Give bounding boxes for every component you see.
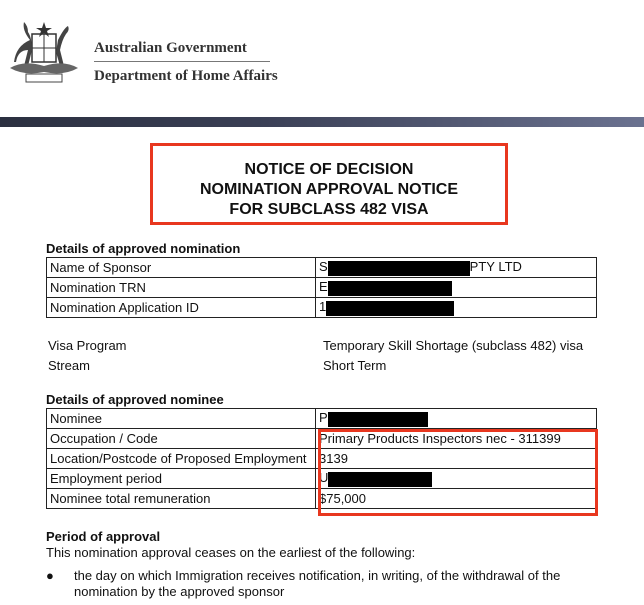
approved-nominee-heading: Details of approved nominee (46, 392, 224, 407)
nomination-trn-value (316, 278, 597, 298)
header-band (0, 117, 644, 127)
table-row (47, 489, 597, 509)
sponsor-name-prefix: S (319, 259, 328, 275)
notice-title-line-1: NOTICE OF DECISION (244, 161, 414, 178)
nominee-prefix: P (319, 410, 328, 426)
employment-period-label: Employment period (47, 469, 316, 489)
coat-of-arms-icon (4, 20, 84, 88)
visa-program-value: Temporary Skill Shortage (subclass 482) visa (323, 338, 584, 353)
redaction-bar (328, 261, 470, 276)
approved-nominee-table (46, 408, 597, 509)
redaction-bar (328, 472, 432, 487)
sponsor-name-value (316, 258, 597, 278)
nomination-trn-prefix: E (319, 279, 328, 295)
notice-title-box (150, 143, 508, 225)
department-title: Department of Home Affairs (94, 68, 278, 84)
sponsor-name-suffix: PTY LTD (469, 259, 522, 275)
table-row (47, 278, 597, 298)
period-intro: This nomination approval ceases on the earliest of the following: (46, 545, 416, 560)
location-value: 3139 (316, 449, 597, 469)
visa-program-label: Visa Program (48, 338, 127, 353)
redaction-bar (328, 412, 428, 427)
occupation-label: Occupation / Code (47, 429, 316, 449)
redaction-bar (328, 281, 452, 296)
approved-nomination-table (46, 257, 597, 318)
remuneration-label: Nominee total remuneration (47, 489, 316, 509)
period-heading: Period of approval (46, 529, 161, 544)
sponsor-name-label: Name of Sponsor (47, 258, 316, 278)
table-row (47, 469, 597, 489)
table-row (47, 429, 597, 449)
notice-title-line-3: FOR SUBCLASS 482 VISA (229, 201, 429, 218)
header-divider (94, 61, 270, 62)
approved-nomination-heading: Details of approved nomination (46, 241, 241, 256)
bullet-icon: ● (46, 568, 54, 583)
nomination-trn-label: Nomination TRN (47, 278, 316, 298)
application-id-label: Nomination Application ID (47, 298, 316, 318)
application-id-value (316, 298, 597, 318)
letterhead (0, 0, 644, 117)
table-row (47, 258, 597, 278)
nominee-label: Nominee (47, 409, 316, 429)
table-row (47, 298, 597, 318)
table-row (47, 409, 597, 429)
employment-period-prefix: U (319, 470, 329, 486)
location-label: Location/Postcode of Proposed Employment (47, 449, 316, 469)
government-title: Australian Government (94, 40, 247, 56)
remuneration-value: $75,000 (316, 489, 597, 509)
occupation-value: Primary Products Inspectors nec - 311399 (316, 429, 597, 449)
employment-period-value (316, 469, 597, 489)
stream-value: Short Term (323, 358, 387, 373)
table-row (47, 449, 597, 469)
notice-title-line-2: NOMINATION APPROVAL NOTICE (199, 181, 459, 198)
redaction-bar (326, 301, 454, 316)
stream-label: Stream (48, 358, 90, 373)
period-bullet-1: the day on which Immigration receives notification, in writing, of the withdrawal of the nomination by the approved sponsor (74, 568, 561, 599)
nominee-value (316, 409, 597, 429)
application-id-prefix: 1 (319, 299, 327, 315)
